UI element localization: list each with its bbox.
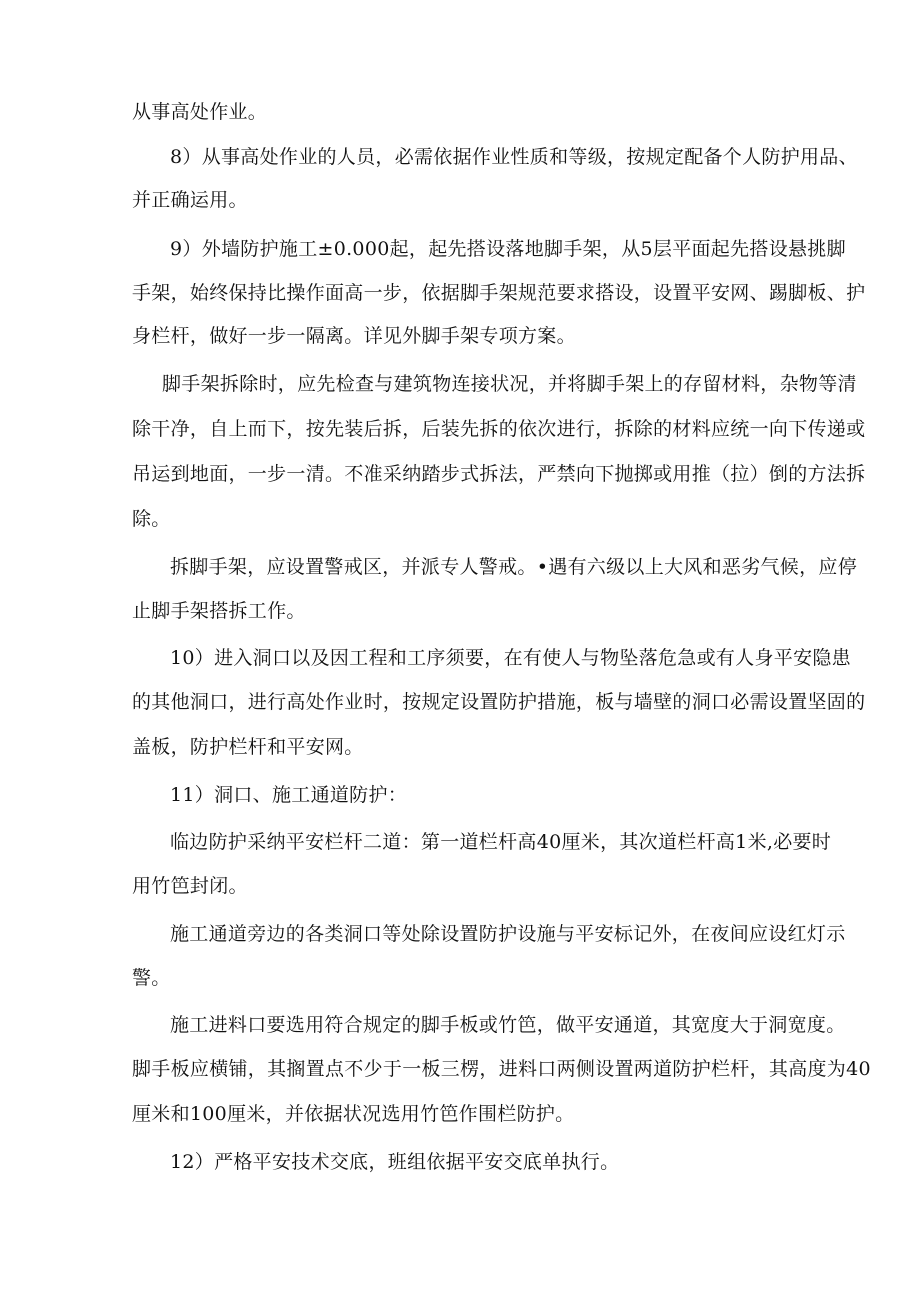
text-line: 并正确运用。: [132, 189, 248, 211]
text-line: 用竹笆封闭。: [132, 875, 248, 897]
text-line: 除干净，自上而下，按先装后拆，后装先拆的依次进行，拆除的材料应统一向下传递或: [132, 418, 866, 440]
text-line: 脚手架拆除时，应先检查与建筑物连接状况，并将脚手架上的存留材料，杂物等清: [162, 373, 857, 395]
text-line: 吊运到地面，一步一清。不准采纳踏步式拆法，严禁向下抛掷或用推（拉）倒的方法拆: [132, 463, 866, 485]
text-line: 拆脚手架，应设置警戒区，并派专人警戒。•遇有六级以上大风和恶劣气候，应停: [170, 556, 858, 578]
text-line: 施工进料口要选用符合规定的脚手板或竹笆，做平安通道，其宽度大于洞宽度。: [170, 1014, 846, 1036]
text-line: 的其他洞口，进行高处作业时，按规定设置防护措施，板与墙壁的洞口必需设置坚固的: [132, 691, 866, 713]
text-line: 11）洞口、施工通道防护：: [170, 784, 408, 806]
text-line: 12）严格平安技术交底，班组依据平安交底单执行。: [170, 1151, 620, 1173]
text-line: 脚手板应横铺，其搁置点不少于一板三楞，进料口两侧设置两道防护栏杆，其高度为40: [132, 1058, 871, 1080]
text-line: 9）外墙防护施工±0.000起，起先搭设落地脚手架，从5层平面起先搭设悬挑脚: [170, 238, 846, 260]
text-line: 施工通道旁边的各类洞口等处除设置防护设施与平安标记外，在夜间应设红灯示: [170, 923, 846, 945]
text-line: 10）进入洞口以及因工程和工序须要，在有使人与物坠落危急或有人身平安隐患: [170, 647, 851, 669]
text-line: 8）从事高处作业的人员，必需依据作业性质和等级，按规定配备个人防护用品、: [170, 146, 858, 168]
text-line: 手架，始终保持比操作面高一步，依据脚手架规范要求搭设，设置平安网、踢脚板、护: [132, 282, 866, 304]
text-line: 身栏杆，做好一步一隔离。详见外脚手架专项方案。: [132, 325, 576, 347]
text-line: 从事高处作业。: [132, 101, 268, 123]
text-line: 盖板，防护栏杆和平安网。: [132, 736, 364, 758]
text-line: 临边防护采纳平安栏杆二道：第一道栏杆高40厘米，其次道栏杆高1米,必要时: [170, 831, 832, 853]
text-line: 除。: [132, 508, 171, 530]
text-line: 止脚手架搭拆工作。: [132, 600, 306, 622]
text-line: 厘米和100厘米，并依据状况选用竹笆作围栏防护。: [132, 1103, 575, 1125]
text-line: 警。: [132, 967, 171, 989]
